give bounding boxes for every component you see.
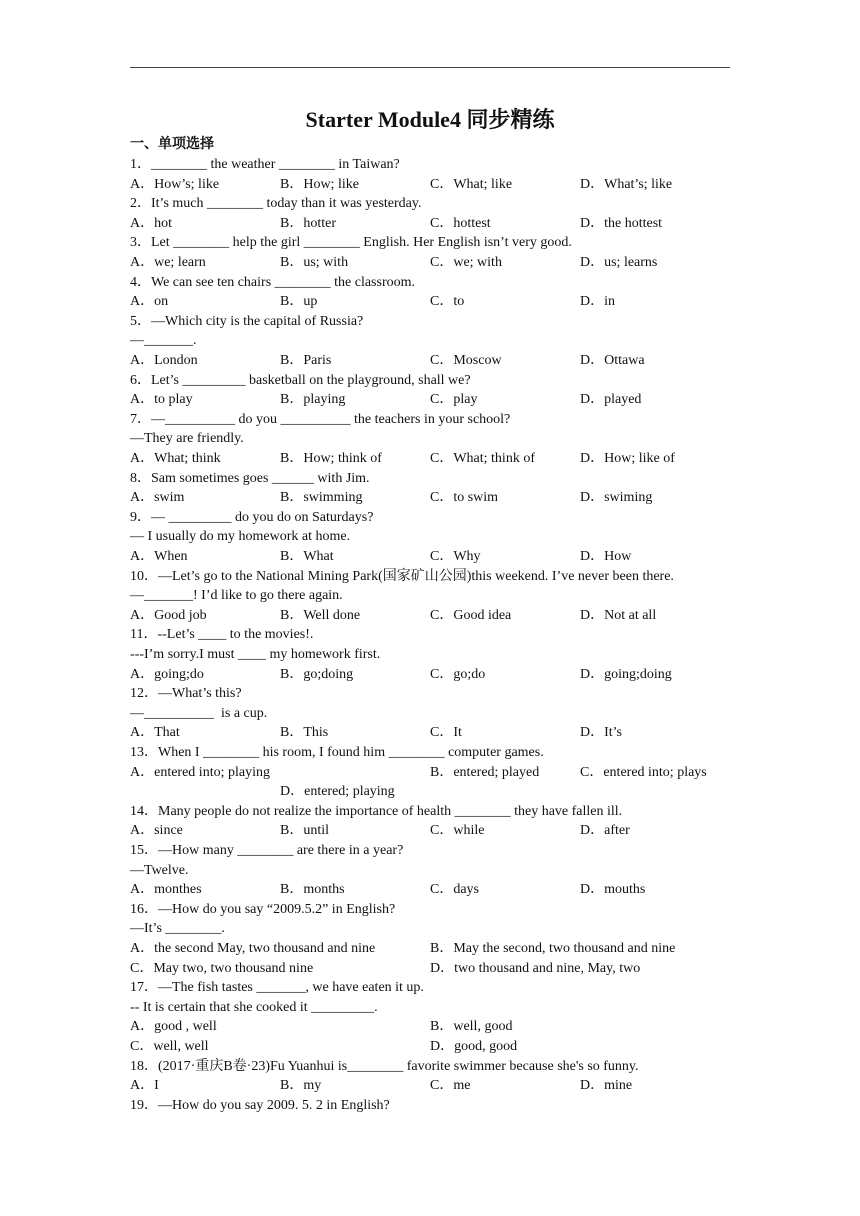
question-18-stem: 18．(2017·重庆B卷·23)Fu Yuanhui is________ favorite swimmer because she's so funny. <box>130 1058 639 1074</box>
question-14-option-d: D．after <box>580 823 630 839</box>
question-16-option-c: C．May two, two thousand nine <box>130 960 314 976</box>
question-15-option-c: C．days <box>430 882 479 898</box>
question-7-option-c: C．What; think of <box>430 451 535 466</box>
question-9-option-b: B．What <box>280 549 334 564</box>
question-5-option-b: B．Paris <box>280 353 332 368</box>
question-5-option-a: A．London <box>130 353 198 368</box>
question-17-stem: 17．—The fish tastes _______, we have eaten it up. <box>130 980 424 996</box>
question-4-stem: 4．We can see ten chairs ________ the classroom. <box>130 274 416 290</box>
question-8-stem: 8．Sam sometimes goes ______ with Jim. <box>130 470 370 486</box>
question-12-stem: 12．—What’s this? <box>130 686 242 702</box>
question-1-stem: 1．________ the weather ________ in Taiwan? <box>130 157 400 172</box>
question-11-option-b: B．go;doing <box>280 666 354 682</box>
question-17-option-b: B．well, good <box>430 1019 513 1035</box>
question-2-option-b: B．hotter <box>280 215 336 231</box>
question-18-option-b: B．my <box>280 1078 322 1094</box>
question-15-stem: —Twelve. <box>130 862 189 878</box>
question-11-option-c: C．go;do <box>430 666 486 682</box>
question-9-option-c: C．Why <box>430 549 481 564</box>
question-18-option-a: A．I <box>130 1078 159 1094</box>
question-18-option-d: D．mine <box>580 1078 633 1094</box>
question-19-stem: 19．—How do you say 2009. 5. 2 in English? <box>130 1097 390 1113</box>
question-14-option-b: B．until <box>280 823 330 839</box>
question-9-option-a: A．When <box>130 549 188 564</box>
question-3-option-c: C．we; with <box>430 255 502 270</box>
question-2-stem: 2．It’s much ________ today than it was yesterday. <box>130 196 422 212</box>
question-17-stem: -- It is certain that she cooked it _________. <box>130 999 378 1015</box>
question-13-option-b: B．entered; played <box>430 764 540 780</box>
question-10-stem: —_______! I’d like to go there again. <box>130 588 343 604</box>
question-15-option-d: D．mouths <box>580 882 646 898</box>
question-16-option-b: B．May the second, two thousand and nine <box>430 941 676 956</box>
question-16-stem: —It’s ________. <box>130 921 225 937</box>
question-13-option-d: D．entered; playing <box>280 784 395 800</box>
page-title: Starter Module4 同步精练 <box>305 107 555 132</box>
question-5-option-d: D．Ottawa <box>580 353 645 368</box>
question-9-stem: 9．— _________ do you do on Saturdays? <box>130 509 374 525</box>
question-16-stem: 16．—How do you say “2009.5.2” in English? <box>130 901 396 917</box>
question-4-option-b: B．up <box>280 294 318 310</box>
question-16-option-d: D．two thousand and nine, May, two <box>430 960 641 976</box>
question-12-option-a: A．That <box>130 725 180 741</box>
question-13-option-c: C．entered into; plays <box>580 764 707 780</box>
question-11-stem: 11．--Let’s ____ to the movies!. <box>130 627 314 643</box>
question-12-option-b: B．This <box>280 725 329 741</box>
question-6-option-d: D．played <box>580 392 642 408</box>
question-4-option-d: D．in <box>580 294 615 310</box>
question-17-option-d: D．good, good <box>430 1039 518 1054</box>
question-1-option-c: C．What; like <box>430 176 513 192</box>
question-2-option-d: D．the hottest <box>580 215 663 231</box>
question-6-stem: 6．Let’s _________ basketball on the playground, shall we? <box>130 372 471 388</box>
question-16-option-a: A．the second May, two thousand and nine <box>130 941 376 956</box>
section-heading: 一、单项选择 <box>130 136 214 152</box>
question-6-option-b: B．playing <box>280 392 346 408</box>
question-13-stem: 13．When I ________ his room, I found him ________ computer games. <box>130 745 544 760</box>
question-8-option-b: B．swimming <box>280 490 363 506</box>
question-1-option-b: B．How; like <box>280 176 359 192</box>
question-12-option-d: D．It’s <box>580 725 622 741</box>
question-10-option-d: D．Not at all <box>580 607 657 623</box>
question-6-option-a: A．to play <box>130 392 193 408</box>
question-15-option-a: A．monthes <box>130 882 202 898</box>
question-3-option-a: A．we; learn <box>130 255 206 270</box>
question-11-stem: ---I’m sorry.I must ____ my homework first. <box>130 647 381 662</box>
question-5-stem: 5．—Which city is the capital of Russia? <box>130 313 364 329</box>
question-14-option-a: A．since <box>130 823 183 839</box>
question-6-option-c: C．play <box>430 392 478 408</box>
question-12-option-c: C．It <box>430 725 462 741</box>
question-4-option-c: C．to <box>430 294 465 310</box>
question-1-option-a: A．How’s; like <box>130 176 220 192</box>
question-4-option-a: A．on <box>130 294 169 310</box>
question-9-stem: — I usually do my homework at home. <box>130 529 351 545</box>
question-15-option-b: B．months <box>280 882 345 898</box>
question-7-option-a: A．What; think <box>130 451 221 466</box>
question-11-option-d: D．going;doing <box>580 666 672 682</box>
question-9-option-d: D．How <box>580 549 632 564</box>
question-17-option-c: C．well, well <box>130 1039 209 1054</box>
question-7-option-d: D．How; like of <box>580 451 675 466</box>
question-10-option-b: B．Well done <box>280 607 361 623</box>
question-3-stem: 3．Let ________ help the girl ________ English. Her English isn’t very good. <box>130 235 572 251</box>
question-5-option-c: C．Moscow <box>430 353 502 368</box>
question-17-option-a: A．good , well <box>130 1019 217 1035</box>
question-14-stem: 14．Many people do not realize the importance of health ________ they have fallen ill. <box>130 803 623 819</box>
question-8-option-d: D．swiming <box>580 490 653 506</box>
question-11-option-a: A．going;do <box>130 666 204 682</box>
question-8-option-a: A．swim <box>130 490 185 506</box>
question-18-option-c: C．me <box>430 1078 471 1094</box>
question-7-stem: —They are friendly. <box>130 431 244 447</box>
question-13-option-a: A．entered into; playing <box>130 764 270 780</box>
question-1-option-d: D．What’s; like <box>580 176 673 192</box>
question-8-option-c: C．to swim <box>430 490 499 506</box>
question-15-stem: 15．—How many ________ are there in a year? <box>130 843 404 858</box>
question-3-option-b: B．us; with <box>280 255 349 270</box>
question-7-stem: 7．—__________ do you __________ the teachers in your school? <box>130 411 511 427</box>
question-14-option-c: C．while <box>430 823 485 839</box>
question-5-stem: —_______. <box>130 333 197 349</box>
question-3-option-d: D．us; learns <box>580 255 658 270</box>
question-10-option-a: A．Good job <box>130 607 207 623</box>
question-10-stem: 10．—Let’s go to the National Mining Park(国家矿山公园)this weekend. I’ve never been there. <box>130 568 674 584</box>
question-7-option-b: B．How; think of <box>280 451 382 466</box>
question-12-stem: —__________ is a cup. <box>130 705 268 721</box>
question-10-option-c: C．Good idea <box>430 607 512 623</box>
question-2-option-c: C．hottest <box>430 215 491 231</box>
question-2-option-a: A．hot <box>130 215 172 231</box>
